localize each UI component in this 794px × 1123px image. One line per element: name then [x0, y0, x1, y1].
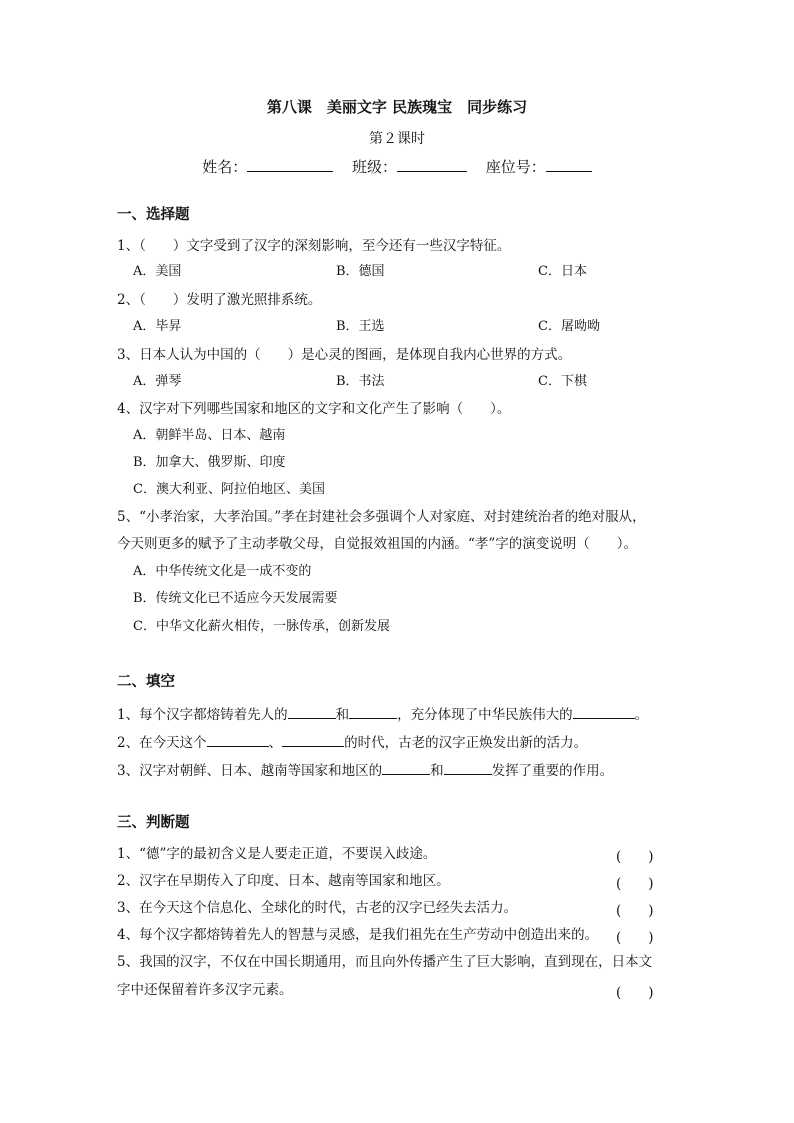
- worksheet-title: 第八课 美丽文字 民族瑰宝 同步练习: [266, 98, 528, 116]
- judge-item-continued: 字中还保留着许多汉字元素。: [117, 982, 293, 998]
- fill-blank[interactable]: [282, 732, 344, 747]
- fill-blank[interactable]: [288, 704, 336, 719]
- fill-text: 和: [430, 763, 444, 779]
- fill-blank[interactable]: [349, 704, 397, 719]
- answer-parentheses[interactable]: ( ): [616, 903, 654, 919]
- judge-item: 3、在今天这个信息化、全球化的时代，古老的汉字已经失去活力。: [117, 900, 518, 916]
- option-c[interactable]: C．屠呦呦: [538, 319, 600, 334]
- fill-text: 1、每个汉字都熔铸着先人的: [117, 707, 288, 723]
- answer-parentheses[interactable]: ( ): [616, 849, 654, 865]
- answer-parentheses[interactable]: ( ): [616, 985, 654, 1001]
- class-blank[interactable]: [397, 157, 467, 172]
- question-text-continued: 今天则更多的赋予了主动孝敬父母，自觉报效祖国的内涵。“孝”字的演变说明（ ）。: [117, 536, 638, 552]
- fill-text: 3、汉字对朝鲜、日本、越南等国家和地区的: [117, 763, 383, 779]
- option-a[interactable]: A．毕昇: [133, 319, 182, 334]
- judge-item: 4、每个汉字都熔铸着先人的智慧与灵感，是我们祖先在生产劳动中创造出来的。: [117, 927, 599, 943]
- name-blank[interactable]: [247, 157, 333, 172]
- option-b[interactable]: B．德国: [336, 264, 385, 279]
- fill-text: 发挥了重要的作用。: [491, 763, 614, 779]
- fill-text: ，充分体现了中华民族伟大的: [397, 707, 573, 723]
- seat-label: 座位号：: [485, 158, 546, 176]
- class-label: 班级：: [351, 158, 397, 176]
- worksheet-subtitle: 第２课时: [369, 131, 425, 147]
- answer-parentheses[interactable]: ( ): [616, 876, 654, 892]
- fill-blank[interactable]: [444, 760, 492, 775]
- option-c[interactable]: C．中华文化薪火相传，一脉传承，创新发展: [133, 619, 390, 634]
- question-text: 1、（ ）文字受到了汉字的深刻影响，至今还有一些汉字特征。: [117, 238, 511, 254]
- option-b[interactable]: B．书法: [336, 374, 385, 389]
- judge-item: 5、我国的汉字，不仅在中国长期通用，而且向外传播产生了巨大影响，直到现在，日本文: [117, 954, 653, 970]
- student-info-row: [0, 156, 794, 177]
- fill-blank[interactable]: [382, 760, 430, 775]
- fill-blank[interactable]: [207, 732, 269, 747]
- option-a[interactable]: A．弹琴: [133, 374, 182, 389]
- question-text: 3、日本人认为中国的（ ）是心灵的图画，是体现自我内心世界的方式。: [117, 347, 572, 363]
- option-b[interactable]: B．加拿大、俄罗斯、印度: [133, 455, 286, 470]
- option-a[interactable]: A．美国: [133, 264, 182, 279]
- fill-text: 的时代，古老的汉字正焕发出新的活力。: [344, 735, 588, 751]
- option-b[interactable]: B．王选: [336, 319, 385, 334]
- seat-blank[interactable]: [546, 157, 592, 172]
- answer-parentheses[interactable]: ( ): [616, 930, 654, 946]
- option-c[interactable]: C．澳大利亚、阿拉伯地区、美国: [133, 482, 325, 497]
- section-heading-judge: 三、判断题: [117, 814, 190, 831]
- option-a[interactable]: A．中华传统文化是一成不变的: [133, 564, 312, 579]
- question-text: 4、汉字对下列哪些国家和地区的文字和文化产生了影响（ ）。: [117, 401, 511, 417]
- fill-question-3: [117, 760, 613, 780]
- fill-question-1: [117, 704, 648, 724]
- fill-text: 和: [335, 707, 350, 723]
- option-c[interactable]: C．日本: [538, 264, 587, 279]
- option-a[interactable]: A．朝鲜半岛、日本、越南: [133, 428, 286, 443]
- fill-blank[interactable]: [573, 704, 635, 719]
- fill-text: 。: [634, 707, 649, 723]
- judge-item: 2、汉字在早期传入了印度、日本、越南等国家和地区。: [117, 873, 450, 889]
- question-text: 5、“小孝治家，大孝治国。”孝在封建社会多强调个人对家庭、对封建统治者的绝对服从，: [117, 509, 646, 525]
- option-b[interactable]: B．传统文化已不适应今天发展需要: [133, 591, 338, 606]
- fill-question-2: [117, 732, 587, 752]
- option-c[interactable]: C．下棋: [538, 374, 587, 389]
- section-heading-choice: 一、选择题: [117, 206, 190, 223]
- fill-text: 2、在今天这个: [117, 735, 207, 751]
- fill-text: 、: [268, 735, 283, 751]
- judge-item: 1、“德”字的最初含义是人要走正道，不要误入歧途。: [117, 846, 437, 862]
- section-heading-fill: 二、填空: [117, 673, 175, 690]
- name-label: 姓名：: [202, 158, 248, 176]
- question-text: 2、（ ）发明了激光照排系统。: [117, 292, 322, 308]
